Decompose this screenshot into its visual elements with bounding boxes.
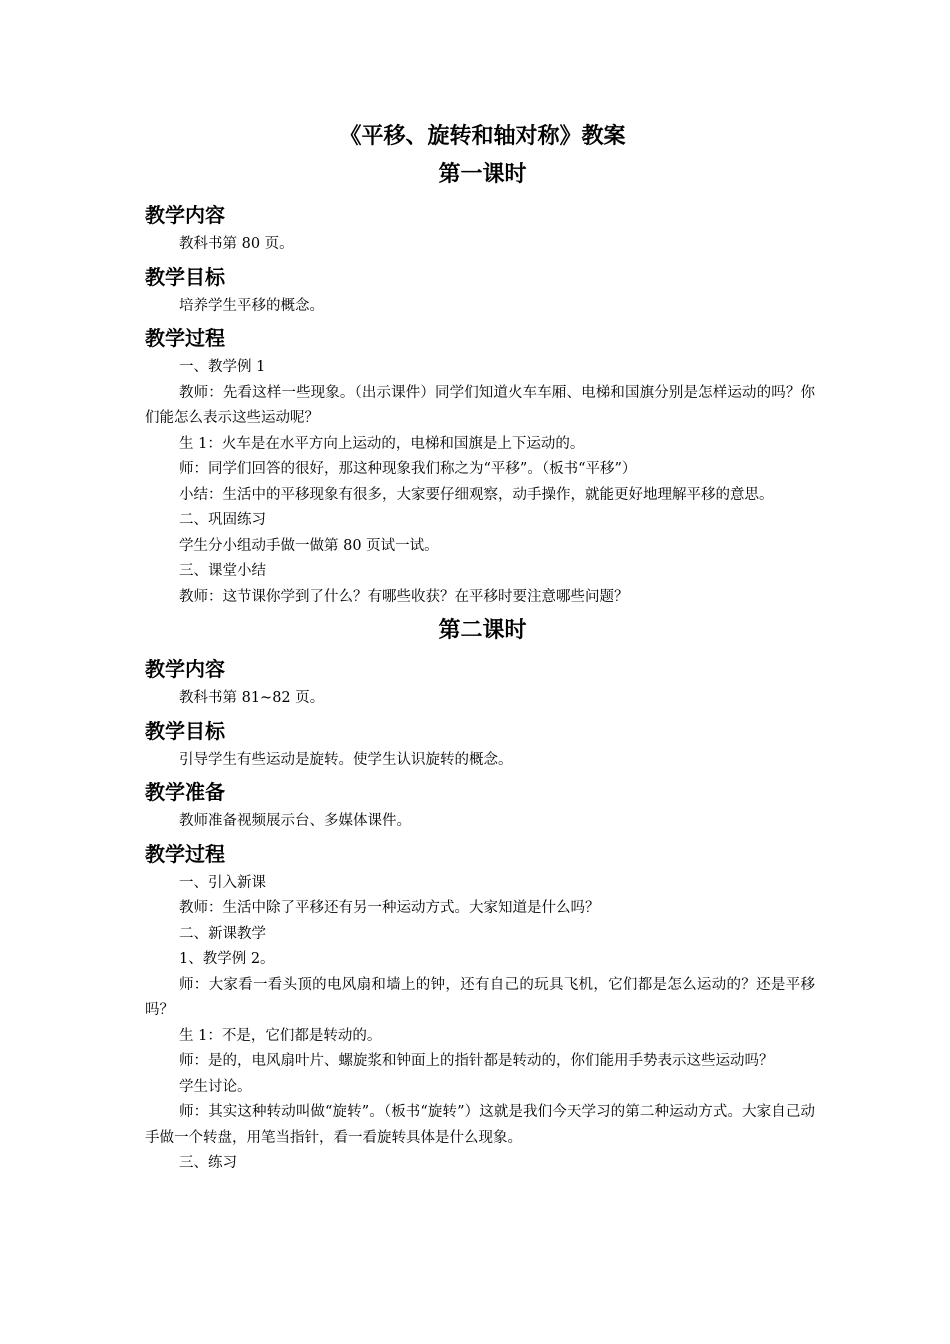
lesson-2-process-paragraph: 三、练习 — [179, 1155, 237, 1171]
lesson-2-process-paragraph: 师：大家看一看头顶的电风扇和墙上的钟，还有自己的玩具飞机，它们都是怎么运动的？还是平移吗？ — [145, 976, 815, 1018]
lesson-2-process-paragraph: 1、教学例 2。 — [179, 951, 275, 967]
lesson-1-process-paragraph: 教师：这节课你学到了什么？有哪些收获？在平移时要注意哪些问题？ — [179, 588, 629, 605]
lesson-2-process-paragraph: 师：其实这种转动叫做“旋转”。（板书“旋转”）这就是我们今天学习的第二种运动方式。大家自己动手做一个转盘，用笔当指针，看一看旋转具体是什么现象。 — [145, 1104, 815, 1146]
lesson-1-process-paragraph: 教师：先看这样一些现象。（出示课件）同学们知道火车车厢、电梯和国旗分别是怎样运动的吗？你们能怎么表示这些运动呢？ — [145, 384, 815, 426]
lesson-2-process-paragraph: 师：是的，电风扇叶片、螺旋浆和钟面上的指针都是转动的，你们能用手势表示这些运动吗？ — [179, 1053, 774, 1069]
lesson-1-process-paragraph: 学生分小组动手做一做第 80 页试一试。 — [179, 537, 439, 554]
lesson-2-goal-text: 引导学生有些运动是旋转。使学生认识旋转的概念。 — [179, 751, 513, 768]
lesson-2-process-paragraph: 学生讨论。 — [179, 1078, 252, 1095]
lesson-1-goal-heading: 教学目标 — [145, 264, 225, 289]
document-body — [145, 118, 815, 1177]
lesson-2-content-heading: 教学内容 — [145, 657, 225, 681]
lesson-2-process-paragraph: 二、新课教学 — [179, 925, 266, 942]
lesson-1-content-heading: 教学内容 — [145, 203, 225, 227]
lesson-1-process-paragraph: 小结：生活中的平移现象有很多，大家要仔细观察，动手操作，就能更好地理解平移的意思。 — [179, 486, 774, 503]
lesson-1-heading: 第一课时 — [438, 162, 527, 187]
lesson-2-process-paragraph: 教师：生活中除了平移还有另一种运动方式。大家知道是什么吗？ — [179, 900, 600, 916]
lesson-1-process-paragraph: 师：同学们回答的很好，那这种现象我们称之为“平移”。（板书“平移”） — [179, 461, 637, 477]
lesson-2-process-paragraph: 生 1：不是，它们都是转动的。 — [179, 1027, 382, 1044]
lesson-2-heading: 第二课时 — [438, 618, 527, 643]
lesson-2-goal-heading: 教学目标 — [145, 718, 225, 743]
lesson-1-process-paragraph: 生 1：火车是在水平方向上运动的，电梯和国旗是上下运动的。 — [179, 435, 585, 452]
lesson-2-content-text: 教科书第 81~82 页。 — [179, 690, 325, 706]
lesson-1-goal-text: 培养学生平移的概念。 — [179, 297, 324, 314]
lesson-2-prep-text: 教师准备视频展示台、多媒体课件。 — [179, 813, 411, 829]
lesson-1-process-paragraph: 二、巩固练习 — [179, 512, 266, 528]
lesson-1-content-text: 教科书第 80 页。 — [179, 236, 294, 252]
lesson-1-process-paragraph: 三、课堂小结 — [179, 563, 266, 579]
lesson-2-prep-heading: 教学准备 — [145, 780, 225, 804]
lesson-1-process-heading: 教学过程 — [145, 326, 225, 350]
lesson-2-process-heading: 教学过程 — [145, 841, 225, 866]
lesson-1-process-paragraph: 一、教学例 1 — [179, 359, 266, 375]
lesson-2-process-paragraph: 一、引入新课 — [179, 874, 266, 891]
document-title: 《平移、旋转和轴对称》教案 — [339, 124, 626, 149]
